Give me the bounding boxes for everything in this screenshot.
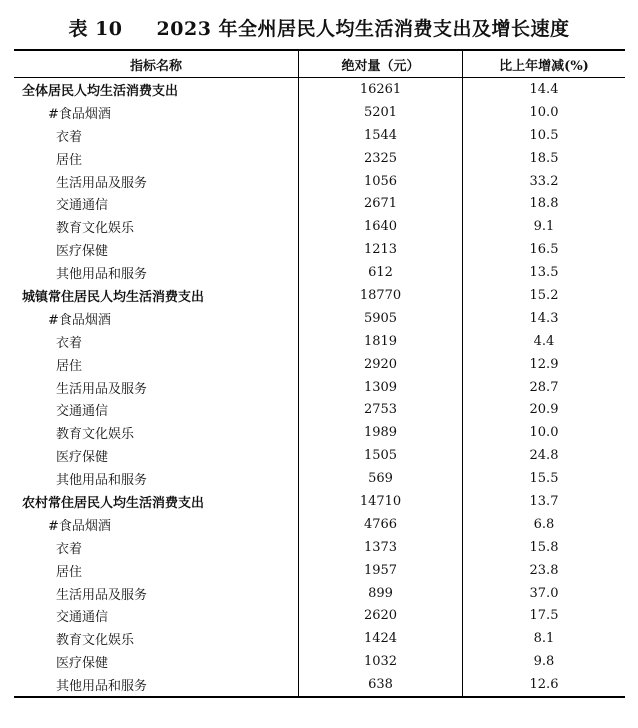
cell-growth-rate: 6.8 <box>533 516 555 532</box>
table-row <box>14 582 625 605</box>
table-row <box>14 307 625 330</box>
cell-growth-rate: 13.5 <box>529 265 559 281</box>
cell-indicator-name <box>14 398 299 421</box>
cell-growth-rate: 15.5 <box>529 471 559 487</box>
table-row <box>14 673 625 697</box>
table-number: 表 10 <box>68 18 123 40</box>
table-row <box>14 215 625 238</box>
indicator-label: 生活用品及服务 <box>56 175 148 191</box>
indicator-label: 交通通信 <box>56 198 109 214</box>
indicator-label: 城镇常住居民人均生活消费支出 <box>22 289 205 305</box>
cell-absolute-value: 2325 <box>299 147 463 170</box>
cell-growth-rate: 18.8 <box>529 196 559 212</box>
cell-absolute-value: 1544 <box>299 124 463 147</box>
indicator-label: 其他用品和服务 <box>56 679 148 695</box>
cell-absolute-value: 2920 <box>299 353 463 376</box>
cell-growth-rate: 10.0 <box>529 104 559 120</box>
cell-absolute-value: 1640 <box>299 215 463 238</box>
table-row <box>14 353 625 376</box>
table-row <box>14 444 625 467</box>
cell-indicator-name <box>14 215 299 238</box>
cell-growth-rate: 15.8 <box>529 539 559 555</box>
cell-growth-rate: 23.8 <box>529 562 559 578</box>
cell-growth-rate: 8.1 <box>533 631 555 647</box>
cell-growth-rate: 10.0 <box>529 425 559 441</box>
cell-growth-rate: 12.9 <box>529 356 559 372</box>
table-row <box>14 147 625 170</box>
indicator-label: 居住 <box>56 358 83 374</box>
cell-absolute-value: 5201 <box>299 101 463 124</box>
header-growth-rate: 比上年增减(%) <box>463 50 626 78</box>
table-row <box>14 238 625 261</box>
cell-growth-rate: 13.7 <box>529 493 559 509</box>
indicator-label: 全体居民人均生活消费支出 <box>22 83 179 99</box>
table-row <box>14 536 625 559</box>
cell-absolute-value: 5905 <box>299 307 463 330</box>
table-body <box>14 78 625 698</box>
table-row <box>14 124 625 147</box>
table-title-text: 2023 年全州居民人均生活消费支出及增长速度 <box>156 18 570 40</box>
cell-growth-rate: 10.5 <box>529 127 559 143</box>
cell-growth-rate: 37.0 <box>529 585 559 601</box>
table-row <box>14 192 625 215</box>
cell-indicator-name <box>14 536 299 559</box>
cell-absolute-value: 4766 <box>299 513 463 536</box>
indicator-label: 教育文化娱乐 <box>56 221 135 237</box>
cell-indicator-name <box>14 650 299 673</box>
table-row <box>14 170 625 193</box>
indicator-label: 衣着 <box>56 335 83 351</box>
cell-absolute-value: 2753 <box>299 398 463 421</box>
table-row <box>14 101 625 124</box>
cell-growth-rate: 14.3 <box>529 310 559 326</box>
cell-absolute-value: 1424 <box>299 627 463 650</box>
cell-growth-rate: 33.2 <box>529 173 559 189</box>
cell-indicator-name <box>14 101 299 124</box>
cell-growth-rate: 9.1 <box>533 219 555 235</box>
cell-indicator-name <box>14 467 299 490</box>
header-absolute-value: 绝对量（元） <box>299 50 463 78</box>
cell-growth-rate: 18.5 <box>529 150 559 166</box>
cell-indicator-name <box>14 284 299 307</box>
cell-indicator-name <box>14 261 299 284</box>
table-row <box>14 421 625 444</box>
table-row <box>14 627 625 650</box>
cell-indicator-name <box>14 513 299 536</box>
cell-absolute-value: 2620 <box>299 604 463 627</box>
table-row <box>14 261 625 284</box>
cell-absolute-value: 612 <box>299 261 463 284</box>
cell-growth-rate: 28.7 <box>529 379 559 395</box>
cell-growth-rate: 12.6 <box>463 673 626 697</box>
indicator-label: 居住 <box>56 564 83 580</box>
cell-absolute-value: 1505 <box>299 444 463 467</box>
cell-indicator-name <box>14 582 299 605</box>
cell-absolute-value: 1309 <box>299 376 463 399</box>
cell-absolute-value: 1819 <box>299 330 463 353</box>
table-row <box>14 513 625 536</box>
cell-indicator-name <box>14 627 299 650</box>
table-row-total <box>14 490 625 513</box>
cell-indicator-name <box>14 124 299 147</box>
cell-indicator-name <box>14 192 299 215</box>
table-row-total <box>14 78 625 101</box>
table-header-row <box>14 50 625 78</box>
cell-absolute-value: 1989 <box>299 421 463 444</box>
table-row <box>14 376 625 399</box>
cell-absolute-value: 14710 <box>299 490 463 513</box>
indicator-label: #食品烟酒 <box>48 106 111 122</box>
indicator-label: 医疗保健 <box>56 450 109 466</box>
cell-absolute-value: 1056 <box>299 170 463 193</box>
cell-absolute-value: 18770 <box>299 284 463 307</box>
cell-indicator-name <box>14 147 299 170</box>
table-row-total <box>14 284 625 307</box>
indicator-label: #食品烟酒 <box>48 518 111 534</box>
table-row <box>14 467 625 490</box>
table-row <box>14 559 625 582</box>
indicator-label: 衣着 <box>56 541 83 557</box>
header-indicator-name: 指标名称 <box>14 50 299 78</box>
indicator-label: 居住 <box>56 152 83 168</box>
cell-absolute-value: 1032 <box>299 650 463 673</box>
indicator-label: 其他用品和服务 <box>56 473 148 489</box>
cell-indicator-name <box>14 559 299 582</box>
cell-growth-rate: 4.4 <box>533 333 555 349</box>
cell-growth-rate: 24.8 <box>529 448 559 464</box>
cell-indicator-name <box>14 490 299 513</box>
cell-absolute-value: 569 <box>299 467 463 490</box>
indicator-label: 医疗保健 <box>56 244 109 260</box>
table-row <box>14 650 625 673</box>
cell-absolute-value: 1957 <box>299 559 463 582</box>
cell-growth-rate: 15.2 <box>529 287 559 303</box>
indicator-label: 教育文化娱乐 <box>56 427 135 443</box>
cell-growth-rate: 20.9 <box>529 402 559 418</box>
indicator-label: 交通通信 <box>56 404 109 420</box>
cell-indicator-name <box>14 307 299 330</box>
cell-indicator-name <box>14 353 299 376</box>
cell-absolute-value: 2671 <box>299 192 463 215</box>
cell-growth-rate: 16.5 <box>529 242 559 258</box>
table-title <box>0 14 638 41</box>
cell-absolute-value: 1213 <box>299 238 463 261</box>
cell-indicator-name <box>14 421 299 444</box>
cell-indicator-name <box>14 376 299 399</box>
cell-absolute-value: 16261 <box>299 78 463 101</box>
indicator-label: 生活用品及服务 <box>56 381 148 397</box>
cell-growth-rate: 17.5 <box>529 608 559 624</box>
consumption-expenditure-table <box>14 49 625 698</box>
indicator-label: 医疗保健 <box>56 656 109 672</box>
indicator-label: 教育文化娱乐 <box>56 633 135 649</box>
indicator-label: #食品烟酒 <box>48 312 111 328</box>
cell-absolute-value: 1373 <box>299 536 463 559</box>
cell-indicator-name <box>14 673 299 697</box>
cell-growth-rate: 9.8 <box>533 654 555 670</box>
indicator-label: 农村常住居民人均生活消费支出 <box>22 495 205 511</box>
cell-absolute-value: 899 <box>299 582 463 605</box>
indicator-label: 交通通信 <box>56 610 109 626</box>
indicator-label: 衣着 <box>56 129 83 145</box>
indicator-label: 其他用品和服务 <box>56 267 148 283</box>
cell-indicator-name <box>14 444 299 467</box>
cell-indicator-name <box>14 78 299 101</box>
cell-indicator-name <box>14 238 299 261</box>
cell-indicator-name <box>14 170 299 193</box>
cell-absolute-value: 638 <box>299 673 463 697</box>
cell-growth-rate: 14.4 <box>529 81 559 97</box>
cell-indicator-name <box>14 604 299 627</box>
cell-indicator-name <box>14 330 299 353</box>
indicator-label: 生活用品及服务 <box>56 587 148 603</box>
table-row <box>14 604 625 627</box>
table-row <box>14 330 625 353</box>
table-row <box>14 398 625 421</box>
